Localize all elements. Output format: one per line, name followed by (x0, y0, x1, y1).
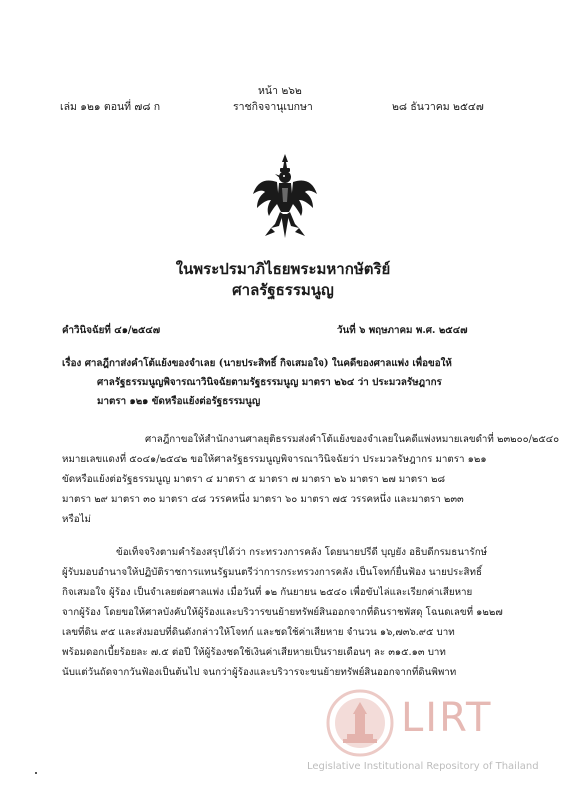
lirt-logo: LIRT (401, 695, 493, 741)
gazette-name: ราชกิจจานุเบกษา (233, 101, 313, 113)
scan-speck (35, 772, 37, 774)
paragraph-line: ศาลฎีกาขอให้สำนักงานศาลยุติธรรมส่งคำโต้แย้งของจำเลยในคดีแพ่งหมายเลขดำที่ ๒๓๒๐๐/๒๕๔๐ (145, 434, 560, 445)
page-number: หน้า ๒๖๒ (258, 85, 302, 97)
paragraph-line: ข้อเท็จจริงตามคำร้องสรุปได้ว่า กระทรวงการคลัง โดยนายปรีดี บุญยัง อธิบดีกรมธนารักษ์ (116, 547, 488, 558)
lirt-caption: Legislative Institutional Repository of Thailand (307, 761, 539, 772)
paragraph-line: เลขที่ดิน ๙๕ และส่งมอบที่ดินดังกล่าวให้โจทก์ และชดใช้ค่าเสียหาย จำนวน ๑๖,๗๓๖.๙๕ บาท (62, 627, 455, 638)
parliament-seal-icon (325, 688, 395, 758)
paragraph-line: นับแต่วันถัดจากวันฟ้องเป็นต้นไป จนกว่าผู้ร้องและบริวารจะขนย้ายทรัพย์สินออกจากที่ดินพิพาท (62, 667, 457, 678)
paragraph-line: กิจเสมอใจ ผู้ร้อง เป็นจำเลยต่อศาลแพ่ง เมื่อวันที่ ๑๒ กันยายน ๒๕๔๐ เพื่อขับไล่และเรียกค่าเสียหาย (62, 587, 473, 598)
garuda-emblem-icon (251, 152, 319, 240)
paragraph-line: หรือไม่ (62, 514, 91, 525)
ruling-date: วันที่ ๖ พฤษภาคม พ.ศ. ๒๕๔๗ (337, 325, 468, 336)
title-king: ในพระปรมาภิไธยพระมหากษัตริย์ (175, 260, 391, 278)
gazette-date: ๒๘ ธันวาคม ๒๕๔๗ (392, 101, 484, 113)
paragraph-line: ขัดหรือแย้งต่อรัฐธรรมนูญ มาตรา ๔ มาตรา ๕ มาตรา ๗ มาตรา ๒๖ มาตรา ๒๗ มาตรา ๒๘ (62, 474, 446, 485)
paragraph-line: หมายเลขแดงที่ ๕๐๔๑/๒๕๔๒ ขอให้ศาลรัฐธรรมนูญพิจารณาวินิจฉัยว่า ประมวลรัษฎากร มาตรา ๑๒๑ (62, 454, 487, 465)
lirt-watermark (305, 683, 539, 783)
subject-line: ศาลรัฐธรรมนูญพิจารณาวินิจฉัยตามรัฐธรรมนูญ มาตรา ๒๖๔ ว่า ประมวลรัษฎากร (97, 377, 442, 388)
ruling-number: คำวินิจฉัยที่ ๔๑/๒๕๔๗ (62, 325, 161, 336)
subject-line: เรื่อง ศาลฎีกาส่งคำโต้แย้งของจำเลย (นายประสิทธิ์ กิจเสมอใจ) ในคดีของศาลแพ่ง เพื่อขอให้ (62, 358, 452, 369)
title-court: ศาลรัฐธรรมนูญ (232, 281, 334, 299)
volume-issue: เล่ม ๑๒๑ ตอนที่ ๗๘ ก (60, 101, 161, 113)
paragraph-line: ผู้รับมอบอำนาจให้ปฏิบัติราชการแทนรัฐมนตรีว่าการกระทรวงการคลัง เป็นโจทก์ยื่นฟ้อง นายประสิทธิ์ (62, 567, 482, 578)
subject-line: มาตรา ๑๒๑ ขัดหรือแย้งต่อรัฐธรรมนูญ (97, 396, 261, 407)
paragraph-line: พร้อมดอกเบี้ยร้อยละ ๗.๕ ต่อปี ให้ผู้ร้องชดใช้เงินค่าเสียหายเป็นรายเดือนๆ ละ ๓๑๕.๑๓ บาท (62, 647, 446, 658)
paragraph-line: จากผู้ร้อง โดยขอให้ศาลบังคับให้ผู้ร้องและบริวารขนย้ายทรัพย์สินออกจากที่ดินราชพัสดุ โฉนดเลขที่ ๑๒๒๗ (62, 607, 503, 618)
paragraph-line: มาตรา ๒๙ มาตรา ๓๐ มาตรา ๔๘ วรรคหนึ่ง มาตรา ๖๐ มาตรา ๗๕ วรรคหนึ่ง และมาตรา ๒๓๓ (62, 494, 464, 505)
